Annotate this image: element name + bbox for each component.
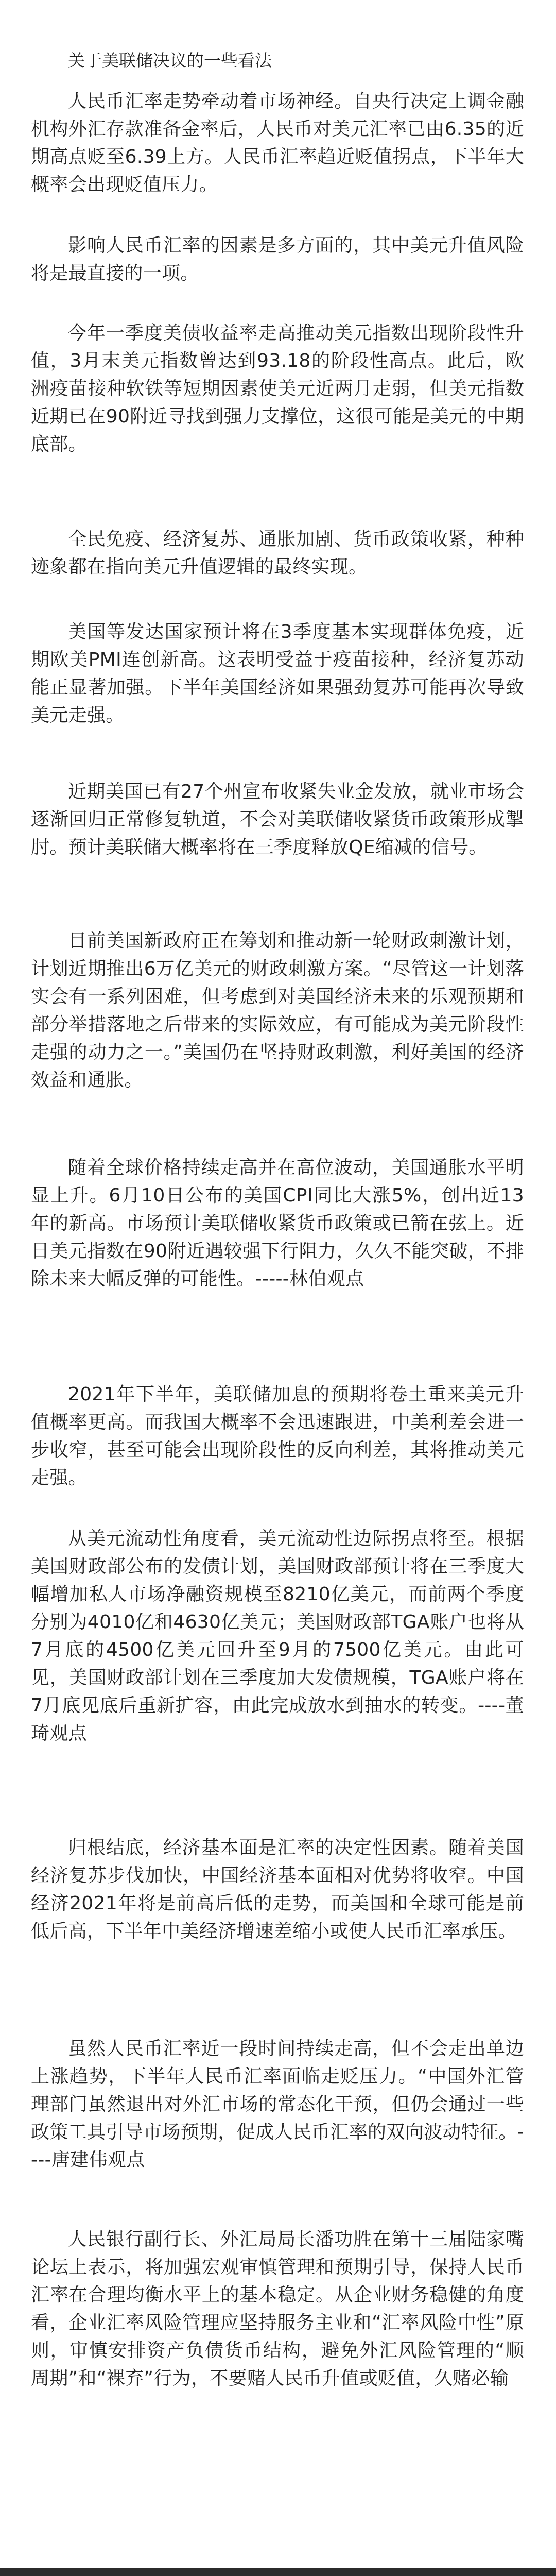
article-paragraph: 全民免疫、经济复苏、通胀加剧、货币政策收紧，种种迹象都在指向美元升值逻辑的最终实现。: [31, 529, 524, 578]
article-paragraph: 人民银行副行长、外汇局局长潘功胜在第十三届陆家嘴论坛上表示，将加强宏观审慎管理和预期引导，保持人民币汇率在合理均衡水平上的基本稳定。从企业财务稳健的角度看，企业汇率风险管理应坚持服务主业和“汇率风险中性”原则，审慎安排资产负债货币结构，避免外汇风险管理的“顺周期”和“裸弃”行为，不要赌人民币升值或贬值，久赌必输: [31, 2229, 524, 2389]
footer-brand-card[interactable]: [0, 2568, 556, 2576]
article-paragraph: 人民币汇率走势牵动着市场神经。自央行决定上调金融机构外汇存款准备金率后，人民币对美元汇率已由6.35的近期高点贬至6.39上方。人民币汇率趋近贬值拐点，下半年大概率会出现贬值压力。: [31, 91, 524, 195]
article-paragraph: 美国等发达国家预计将在3季度基本实现群体免疫，近期欧美PMI连创新高。这表明受益于疫苗接种，经济复苏动能正显著加强。下半年美国经济如果强劲复苏可能再次导致美元走强。: [31, 621, 524, 726]
article-title: 关于美联储决议的一些看法: [68, 50, 272, 71]
article-paragraph: 影响人民币汇率的因素是多方面的，其中美元升值风险将是最直接的一项。: [31, 235, 524, 284]
article-paragraph: 虽然人民币汇率近一段时间持续走高，但不会走出单边上涨趋势，下半年人民币汇率面临走贬压力。“中国外汇管理部门虽然退出对外汇市场的常态化干预，但仍会通过一些政策工具引导市场预期，促成人民币汇率的双向波动特征。----唐建伟观点: [31, 2038, 524, 2171]
article-paragraph: 近期美国已有27个州宣布收紧失业金发放，就业市场会逐渐回归正常修复轨道，不会对美联储收紧货币政策形成掣肘。预计美联储大概率将在三季度释放QE缩减的信号。: [31, 781, 524, 858]
article-paragraph: 2021年下半年，美联储加息的预期将卷土重来美元升值概率更高。而我国大概率不会迅速跟进，中美利差会进一步收窄，甚至可能会出现阶段性的反向利差，其将推动美元走强。: [31, 1384, 524, 1488]
article-paragraph: 从美元流动性角度看，美元流动性边际拐点将至。根据美国财政部公布的发债计划，美国财政部预计将在三季度大幅增加私人市场净融资规模至8210亿美元，而前两个季度分别为4010亿和4630亿美元；美国财政部TGA账户也将从7月底的4500亿美元回升至9月的7500亿美元。由此可见，美国财政部计划在三季度加大发债规模，TGA账户将在7月底见底后重新扩容，由此完成放水到抽水的转变。----董琦观点: [31, 1528, 524, 1744]
article-paragraph: 目前美国新政府正在筹划和推动新一轮财政刺激计划，计划近期推出6万亿美元的财政刺激方案。“尽管这一计划落实会有一系列困难，但考虑到对美国经济未来的乐观预期和部分举措落地之后带来的实际效应，有可能成为美元阶段性走强的动力之一。”美国仍在坚持财政刺激，利好美国的经济效益和通胀。: [31, 930, 524, 1091]
article-paragraph: 归根结底，经济基本面是汇率的决定性因素。随着美国经济复苏步伐加快，中国经济基本面相对优势将收窄。中国经济2021年将是前高后低的走势，而美国和全球可能是前低后高，下半年中美经济增速差缩小或使人民币汇率承压。: [31, 1837, 524, 1942]
article-paragraph: 今年一季度美债收益率走高推动美元指数出现阶段性升值，3月末美元指数曾达到93.18的阶段性高点。此后，欧洲疫苗接种软铁等短期因素使美元近两月走弱，但美元指数近期已在90附近寻找到强力支撑位，这很可能是美元的中期底部。: [31, 323, 524, 455]
article-paragraph: 随着全球价格持续走高并在高位波动，美国通胀水平明显上升。6月10日公布的美国CPI同比大涨5%，创出近13年的新高。市场预计美联储收紧货币政策或已箭在弦上。近日美元指数在90附近遇较强下行阻力，久久不能突破，不排除未来大幅反弹的可能性。-----林伯观点: [31, 1157, 524, 1290]
